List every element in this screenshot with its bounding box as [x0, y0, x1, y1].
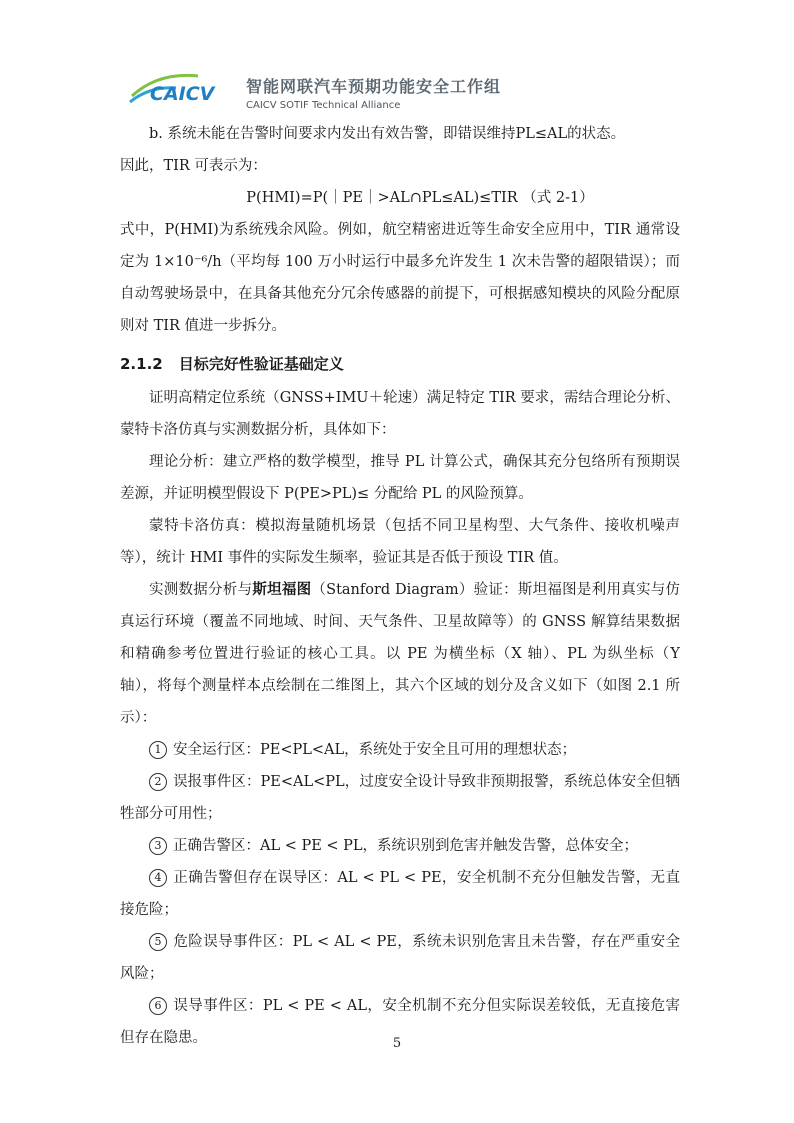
svg-text:CAICV: CAICV [150, 83, 215, 105]
header-title-en: CAICV SOTIF Technical Alliance [246, 100, 401, 111]
paragraph-b: b. 系统未能在告警时间要求内发出有效告警，即错误维持PL≤AL的状态。 [149, 126, 626, 142]
stanford-diagram-term: 斯坦福图 [252, 581, 312, 598]
section-title: 目标完好性验证基础定义 [178, 355, 344, 373]
header-title-cn: 智能网联汽车预期功能安全工作组 [246, 77, 502, 96]
region-text: 误导事件区：PL < PE < AL，安全机制不充分但实际误差较低，无直接危害但存在隐患。 [120, 998, 680, 1046]
paragraph-formula: 式中，P(HMI)为系统残余风险。例如，航空精密进近等生命安全应用中，TIR 通常设定为 1×10⁻⁶/h（平均每 100 万小时运行中最多允许发生 1 次未告警的超限错误）；而自动驾驶场景中，在具备其他充分冗余传感器的前提下，可根据感知模块的风险分配原则对 TIR 值进一步拆分。 [120, 222, 680, 334]
region-item [120, 766, 680, 830]
region-item [120, 830, 680, 862]
region-text: 正确告警区：AL < PE < PL，系统识别到危害并触发告警，总体安全； [173, 838, 639, 854]
paragraph-intro: 证明高精定位系统（GNSS+IMU＋轮速）满足特定 TIR 要求，需结合理论分析、蒙特卡洛仿真与实测数据分析，具体如下： [120, 390, 680, 438]
document-body [120, 118, 680, 1054]
paragraph-theory: 理论分析：建立严格的数学模型，推导 PL 计算公式，确保其充分包络所有预期误差源，并证明模型假设下 P(PE>PL)≤ 分配给 PL 的风险预算。 [120, 454, 680, 502]
circled-number: 1 [149, 741, 167, 759]
region-item [120, 926, 680, 990]
region-text: 危险误导事件区：PL < AL < PE，系统未识别危害且未告警，存在严重安全风险； [120, 934, 680, 982]
circled-number: 5 [149, 933, 167, 951]
circled-number: 6 [149, 997, 167, 1015]
region-text: 误报事件区：PE<AL<PL，过度安全设计导致非预期报警，系统总体安全但牺牲部分可用性； [120, 774, 680, 822]
region-item [120, 862, 680, 926]
section-number: 2.1.2 [120, 355, 163, 373]
paragraph-thus: 因此，TIR 可表示为： [120, 158, 267, 174]
region-item [120, 734, 680, 766]
region-text: 安全运行区：PE<PL<AL，系统处于安全且可用的理想状态； [173, 742, 577, 758]
paragraph-montecarlo: 蒙特卡洛仿真：模拟海量随机场景（包括不同卫星构型、大气条件、接收机噪声等），统计 HMI 事件的实际发生频率，验证其是否低于预设 TIR 值。 [120, 518, 680, 566]
circled-number: 2 [149, 773, 167, 791]
section-heading [120, 348, 680, 380]
field-data-body: （Stanford Diagram）验证：斯坦福图是利用真实与仿真运行环境（覆盖不同地域、时间、天气条件、卫星故障等）的 GNSS 解算结果数据和精确参考位置进行验证的核心工具。以 PE 为横坐标（X 轴）、PL 为纵坐标（Y 轴），将每个测量样本点绘制在二维图上，其六个区域的划分及含义如下（如图 2.1 所示）： [120, 582, 680, 726]
page-number: 5 [392, 1036, 402, 1051]
equation-2-1: P(HMI)=P(｜PE｜>AL∩PL≤AL)≤TIR （式 2-1） [246, 190, 594, 206]
field-data-lead: 实测数据分析与 [149, 582, 253, 598]
paragraph-field-data [120, 574, 680, 734]
page-header [128, 70, 528, 110]
caicv-logo [128, 70, 243, 110]
circled-number: 4 [149, 869, 167, 887]
region-text: 正确告警但存在误导区：AL < PL < PE，安全机制不充分但触发告警，无直接危险； [120, 870, 680, 918]
circled-number: 3 [149, 837, 167, 855]
